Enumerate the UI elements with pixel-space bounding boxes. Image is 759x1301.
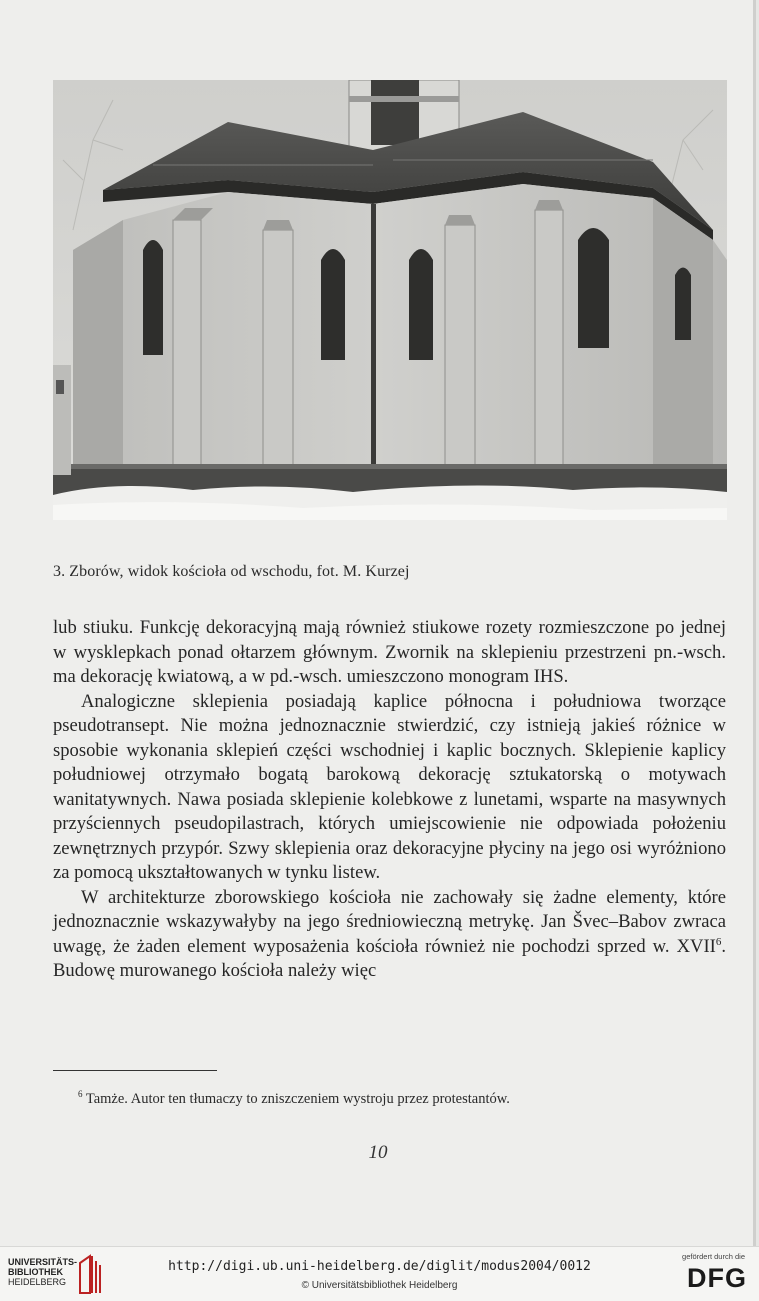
- page-number: 10: [368, 1142, 388, 1163]
- paragraph-2: Analogiczne sklepienia posiadają kaplice północna i południowa tworzące pseudotransept. Nie można jednoznacznie stwierdzić, czy istnieją jakieś różnice w sposobie wykonania sklepień części wschodniej i kaplic bocznych. Sklepienie kaplicy południowej otrzymało bogatą barokową dekorację sztukatorską o motywach wanitatywnych. Nawa posiada sklepienie kolebkowe z lunetami, wsparte na masywnych przyściennych pseudopilastrach, których umiejscowienie nie odpowiada położeniu zewnętrznych przypór. Szwy sklepienia oraz dekoracyjne płyciny na jego osi wyróżniono za pomocą ukształtowanych w tynku listew.: [53, 690, 726, 883]
- footnote-text: Tamże. Autor ten tłumaczy to zniszczeniem wystroju przez protestantów.: [85, 1090, 510, 1107]
- church-photo: [53, 80, 727, 520]
- footnote: [78, 1089, 510, 1108]
- footnote-divider: [53, 1070, 217, 1071]
- paragraph-3-end: . Budowę murowanego kościoła należy więc: [53, 935, 726, 981]
- figure-caption: 3. Zborów, widok kościoła od wschodu, fot. M. Kurzej: [53, 563, 410, 580]
- dfg-logo[interactable]: DFG: [687, 1263, 747, 1293]
- church-illustration: [53, 80, 727, 520]
- paragraph-3-text: W architekturze zborowskiego kościoła nie zachowały się żadne elementy, które jednoznacznie wskazywałyby na jego średniowieczną metrykę. Jan Švec–Babov zwraca uwagę, że żaden element wyposażenia kościoła również nie pochodzi sprzed w. XVII: [53, 886, 726, 957]
- footer-bar: [0, 1246, 759, 1301]
- footnote-reference[interactable]: 6: [715, 935, 722, 948]
- copyright: © Universitätsbibliothek Heidelberg: [301, 1280, 458, 1291]
- document-url[interactable]: http://digi.ub.uni-heidelberg.de/diglit/modus2004/0012: [168, 1259, 591, 1274]
- footnote-number: 6: [78, 1089, 83, 1099]
- library-line-1: UNIVERSITÄTS-: [8, 1257, 78, 1267]
- paragraph-1: lub stiuku. Funkcję dekoracyjną mają również stiukowe rozety rozmieszczone po jednej w wysklepkach ponad ołtarzem głównym. Zwornik na sklepieniu przestrzeni pn.-wsch. ma dekorację kwiatową, a w pd.-wsch. umieszczono monogram IHS.: [53, 617, 726, 687]
- paragraph-3: [53, 886, 726, 984]
- library-line-2: BIBLIOTHEK: [8, 1267, 63, 1277]
- library-line-3: HEIDELBERG: [8, 1277, 67, 1287]
- body-text: [53, 616, 726, 984]
- page-edge: [753, 0, 756, 1246]
- funded-by-label: gefördert durch die: [682, 1252, 745, 1261]
